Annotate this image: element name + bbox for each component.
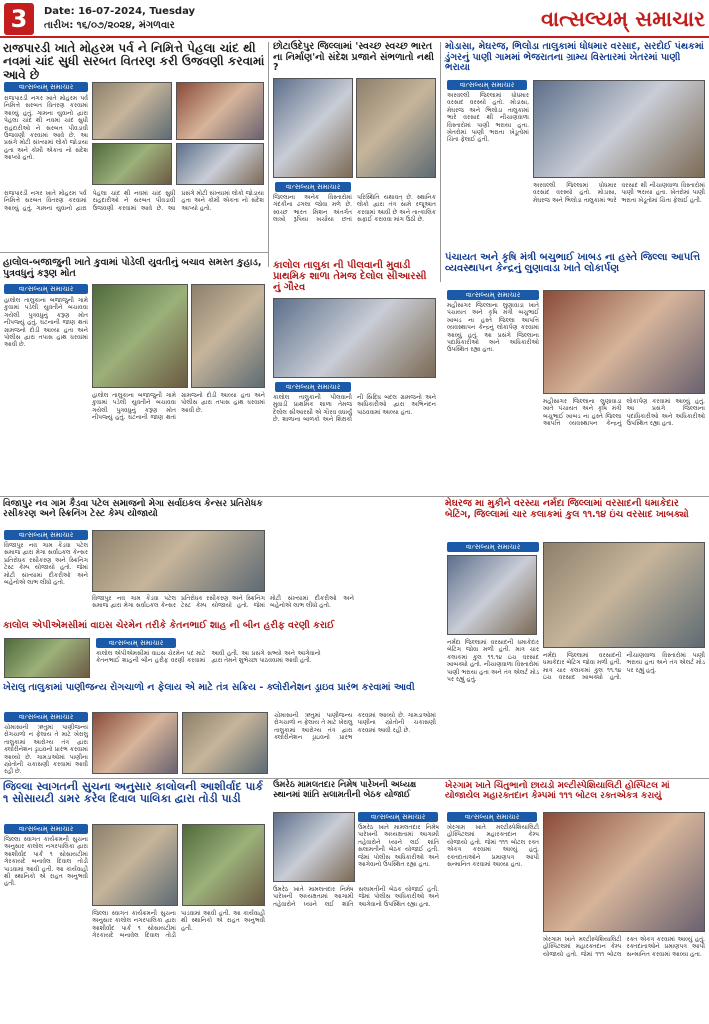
article-body-continued: ખેરગામ ખાતે મલ્ટીસ્પેશિયાલિટી હોસ્પિટલમાં મહારક્તદાન કેમ્પ યોજાયો હતો. જેમાં ૧૧૧ બોટલ રક્ત એકત્ર કરવામાં આવ્યું હતું. રક્તદાતાઓને પ્રમાણપત્ર આપી સન્માનિત કરવામાં આવ્યા હતા.	[543, 936, 705, 958]
article-rajpardi	[0, 40, 268, 252]
article-khergam	[443, 780, 707, 1020]
article-body: અરવલ્લી જિલ્લામાં ધોધમાર વરસાદ વરસ્યો હતો. મોડાસા, મેઘરજ અને ભિલોડા તાલુકામાં ભારે વરસાદ થી નીચાણવાળા વિસ્તારોમાં પાણી ભરાયા હતા. ખેતરોમાં પાણી ભરાતા ખેડૂતોમાં ચિંતા ફેલાઈ હતી.	[447, 92, 529, 144]
news-photo	[176, 143, 264, 185]
article-byline: વાત્સલ્યમ્ સમાચાર	[4, 530, 88, 540]
article-byline: વાત્સલ્યમ્ સમાચાર	[4, 712, 88, 722]
article-kheralu	[0, 682, 440, 776]
news-photo	[92, 530, 265, 592]
article-body-continued: ઉમરેઠ ખાતે મામલતદાર નિમેષ પારેખની અધ્યક્ષતામાં આગામી તહેવારોને ધ્યાને લઈ શાંતિ સલામતીની બેઠક યોજાઈ હતી. જેમાં પોલીસ અધિકારીઓ અને આગેવાનો ઉપસ્થિત રહ્યા હતા.	[273, 886, 439, 908]
article-byline: વાત્સલ્યમ્ સમાચાર	[447, 290, 539, 300]
article-headline: રાજપારડી ખાતે મોહરમ પર્વ ને નિમિત્તે પેહલા ચાંદ થી નવમાં ચાંદ સુધી સરબત વિતરણ કરી ઉજવણી કરવામાં આવે છે	[3, 41, 265, 82]
news-photo	[273, 78, 353, 178]
news-photo	[92, 824, 178, 906]
article-headline: ખેરાલુ તાલુકામાં પાણીજન્ય રોગચાળો ન ફેલાય એ માટે તંત્ર સક્રિય - ક્લોરીનેશન ડ્રાઇવ પ્રારંભ કરવામાં આવી	[3, 683, 437, 709]
article-lunawada	[443, 250, 707, 494]
news-photo	[92, 143, 172, 185]
news-photo	[182, 712, 268, 774]
article-body-continued: રાજપારડી નગર ખાતે મોહરમ પર્વ નિમિત્તે સરબત વિતરણ કરવામાં આવ્યું હતું. ગામના યુવાનો દ્વારા પેહલા ચાંદ થી નવમાં ચાંદ સુધી રાહદારીઓ ને સરબત પીવડાવી ઉજવણી કરવામાં આવે છે. આ પ્રસંગે મોટી સંખ્યામાં લોકો જોડાયા હતા અને કોમી એકતા નો સંદેશ આપ્યો હતો.	[4, 190, 264, 212]
article-headline: ખેરગામ ખાતે ચિંતુભાનો છાયડો મલ્ટીસ્પેશિયાલિટી હોસ્પિટલ માં યોજાયેલ મહારક્તદાન કેમ્પમાં ૧૧૧ બોટલ રક્તએકત્ર કરાયું	[445, 781, 705, 809]
news-photo	[273, 298, 436, 378]
row-rule	[0, 252, 268, 253]
article-vijapur	[0, 498, 354, 618]
column-rule	[268, 42, 269, 267]
news-photo	[92, 284, 188, 388]
article-body: ઉમરેઠ ખાતે મામલતદાર નિમેષ પારેખની અધ્યક્ષતામાં આગામી તહેવારોને ધ્યાને લઈ શાંતિ સલામતીની બેઠક યોજાઈ હતી. જેમાં પોલીસ અધિકારીઓ અને આગેવાનો ઉપસ્થિત રહ્યા હતા.	[358, 824, 439, 869]
article-byline: વાત્સલ્યમ્ સમાચાર	[275, 382, 351, 392]
article-body-continued: અરવલ્લી જિલ્લામાં ધોધમાર વરસાદ વરસ્યો હતો. મોડાસા, મેઘરજ અને ભિલોડા તાલુકામાં ભારે વરસાદ થી નીચાણવાળા વિસ્તારોમાં પાણી ભરાયા હતા. ખેતરોમાં પાણી ભરાતા ખેડૂતોમાં ચિંતા ફેલાઈ હતી.	[533, 182, 705, 204]
article-byline: વાત્સલ્યમ્ સમાચાર	[447, 542, 539, 552]
issue-date	[44, 5, 195, 33]
article-byline: વાત્સલ્યમ્ સમાચાર	[447, 80, 527, 90]
news-photo	[176, 82, 264, 140]
article-byline: વાત્સલ્યમ્ સમાચાર	[447, 812, 537, 822]
article-kalol-wall	[0, 780, 268, 1020]
article-body: ચોમાસાની ઋતુમાં પાણીજન્ય રોગચાળો ન ફેલાય તે માટે ખેરાલુ તાલુકામાં આરોગ્ય તંત્ર દ્વારા ક્લોરીનેશન ડ્રાઇવનો પ્રારંભ કરવામાં આવ્યો છે. ગામડાઓમાં પાણીના સ્ત્રોતોની ચકાસણી કરવામાં આવી રહી છે.	[4, 724, 88, 776]
news-photo	[543, 812, 705, 932]
article-body: જિલ્લાના અનેક વિસ્તારોમાં ગંદકીના ઢગલા જોવા મળે છે. સ્વચ્છ ભારત મિશન અંતર્ગત લાખો રૂપિયા ખર્ચાયા છતાં પરિસ્થિતિ યથાવત્ છે. સ્થાનિક લોકો દ્વારા તંત્ર સામે રજૂઆત કરવામાં આવી છે અને તાત્કાલિક સફાઈ કરાવવા માંગ ઉઠી છે.	[273, 194, 436, 224]
row-rule	[0, 778, 709, 779]
news-photo	[92, 82, 172, 140]
news-photo	[182, 824, 265, 906]
article-chhota-udepur	[271, 40, 438, 255]
article-body: જિલ્લા સ્વાગત કાર્યક્રમની સુચના અનુસાર કાલોલ નગરપાલિકા દ્વારા આશીર્વાદ પાર્ક ૧ સોસાયટીમાં ગેરકાયદે બનાવેલ દિવાલ તોડી પાડવામાં આવી હતી. આ કાર્યવાહી થી સ્થાનિકો એ રાહત અનુભવી હતી.	[4, 836, 88, 888]
article-headline: કાલોલ એપીએમસીમાં વાઇસ ચેરમેન તરીકે કેતનભાઈ શાહ ની બીન હરીફ વરણી કરાઈ	[3, 621, 437, 635]
article-halol	[0, 256, 268, 494]
news-photo	[533, 80, 705, 178]
article-body: ખેરગામ ખાતે મલ્ટીસ્પેશિયાલિટી હોસ્પિટલમાં મહારક્તદાન કેમ્પ યોજાયો હતો. જેમાં ૧૧૧ બોટલ રક્ત એકત્ર કરવામાં આવ્યું હતું. રક્તદાતાઓને પ્રમાણપત્ર આપી સન્માનિત કરવામાં આવ્યા હતા.	[447, 824, 539, 869]
article-byline: વાત્સલ્યમ્ સમાચાર	[275, 182, 351, 192]
issue-date-en: Date: 16-07-2024, Tuesday	[44, 6, 196, 17]
page-number: 3	[4, 3, 34, 35]
article-byline: વાત્સલ્યમ્ સમાચાર	[96, 638, 176, 648]
article-headline: વિજાપુર નવ ગામ કૈડવા પટેલ સમાજનો મેગા સર્વાઇકલ કેન્સર પ્રતિરોધક રસીકરણ અને સ્ક્રિનિંગ ટેસ્ટ કેમ્પ યોજાયો	[3, 499, 265, 527]
article-body: હાલોલ તાલુકાના બજાજુની ગામે કુવામાં પડેલી યુવતીને બચાવવા ગયેલી પુત્રવધુનું કરૂણ મોત નીપજ્યું હતું. ઘટનાની જાણ થતાં ગ્રામજનો દોડી આવ્યા હતા અને પોલીસ દ્વારા તપાસ હાથ ધરવામાં આવી છે.	[4, 297, 88, 349]
article-body-continued: મહીસાગર જિલ્લાના લુણાવાડા ખાતે પંચાયત અને કૃષિ મંત્રી બચુભાઈ ખાબડ ના હસ્તે જિલ્લા આપત્તિ વ્યવસ્થાપન કેન્દ્રનું લોકાર્પણ કરવામાં આવ્યું હતું. આ પ્રસંગે જિલ્લાના પદાધિકારીઓ અને અધિકારીઓ ઉપસ્થિત રહ્યા હતા.	[543, 398, 705, 428]
article-body: વિજાપુર નવ ગામ કૈડવા પટેલ સમાજ દ્વારા મેગા સર્વાઇકલ કેન્સર પ્રતિરોધક રસીકરણ અને સ્ક્રિનિંગ ટેસ્ટ કેમ્પ યોજાયો હતો. જેમાં મોટી સંખ્યામાં દીકરીઓ અને બહેનોએ લાભ લીધો હતો.	[4, 542, 88, 587]
article-headline: ઉમરેઠ મામલતદાર નિમેષ પારેખની અધ્યક્ષ સ્થાનમાં શાંતિ સલામતીની બેઠક યોજાઈ	[273, 781, 439, 809]
article-headline: મેઘરજ મા મુકીને વરસ્યા નર્મદા જિલ્લામાં વરસાદની ધમાકેદાર બેટિંગ, જિલ્લામાં ચાર કલાકમાં કુલ ૧૧.૧૪ ઇંચ વરસાદ ખાબક્યો	[445, 499, 705, 539]
article-kalol-school	[271, 258, 438, 494]
row-rule	[0, 496, 709, 497]
issue-date-gu: તારીખ: ૧૬/૦૭/૨૦૨૪, મંગળવાર	[44, 20, 175, 31]
news-photo	[543, 542, 705, 648]
article-byline: વાત્સલ્યમ્ સમાચાર	[358, 812, 438, 822]
news-photo	[356, 78, 436, 178]
news-photo	[447, 555, 537, 635]
news-photo	[543, 290, 705, 394]
article-headline: હાલોલ-બજાજુની ખાતે કુવામાં પોડેલી યુવતીનું બચાવ સમસ્ત કુહાડ, પુત્રવધુનું કરૂણ મોત	[3, 258, 265, 282]
article-headline: કાલોલ તાલુકા ની પીલવાની મુવાડી પ્રાથમિક શાળા તેમજ દેલોલ સીઆરસી નું ગૌરવ	[273, 260, 436, 296]
article-narmada-rain	[443, 498, 707, 776]
newspaper-brand: વાત્સલ્યમ્ સમાચાર	[515, 3, 705, 35]
article-byline: વાત્સલ્યમ્ સમાચાર	[4, 284, 88, 294]
article-headline: જિલ્લા સ્વાગતની સુચના અનુસાર કાલોલની આશીર્વાદ પાર્ક ૧ સોસાયટી ડામર કરેલ દિવાલ પાલિકા દ્વારા તોડી પાડી	[3, 781, 265, 821]
article-body: કાલોલ એપીએમસીમાં વાઇસ ચેરમેન પદ માટે કેતનભાઈ શાહની બીન હરીફ વરણી કરવામાં આવી હતી. આ પ્રસંગે સભ્યો અને આગેવાનો દ્વારા તેમને શુભેચ્છા પાઠવવામાં આવી હતી.	[96, 650, 321, 665]
article-headline: મોડાસા, મેઘરજ, ભિલોડા તાલુકામાં ધોધમાર વરસાદ, સરદોઈ પંથકમાં ડુંગરનું પાણી ગામમાં ભેજરાતના ગ્રામ્ય વિસ્તારમાં ખેતરમાં પાણી ભરાયા	[445, 42, 705, 76]
article-body-continued: ચોમાસાની ઋતુમાં પાણીજન્ય રોગચાળો ન ફેલાય તે માટે ખેરાલુ તાલુકામાં આરોગ્ય તંત્ર દ્વારા ક્લોરીનેશન ડ્રાઇવનો પ્રારંભ કરવામાં આવ્યો છે. ગામડાઓમાં પાણીના સ્ત્રોતોની ચકાસણી કરવામાં આવી રહી છે.	[274, 712, 436, 742]
article-body: કાલોલ તાલુકાની પીલવાની મુવાડી પ્રાથમિક શાળા તેમજ દેલોલ સીઆરસી એ ગૌરવ વધાર્યું છે. શાળાના બાળકો અને શિક્ષકો ની સિદ્ધિ બદલ ગ્રામજનો અને અધિકારીઓ દ્વારા અભિનંદન પાઠવવામાં આવ્યા હતા.	[273, 394, 436, 424]
column-rule	[440, 42, 441, 282]
article-kalol-apmc	[0, 620, 440, 680]
article-body: રાજપારડી નગર ખાતે મોહરમ પર્વ નિમિત્તે સરબત વિતરણ કરવામાં આવ્યું હતું. ગામના યુવાનો દ્વારા પેહલા ચાંદ થી નવમાં ચાંદ સુધી રાહદારીઓ ને સરબત પીવડાવી ઉજવણી કરવામાં આવે છે. આ પ્રસંગે મોટી સંખ્યામાં લોકો જોડાયા હતા અને કોમી એકતા નો સંદેશ આપ્યો હતો.	[4, 95, 88, 162]
article-body-continued: નર્મદા જિલ્લામાં વરસાદની ધમાકેદાર બેટિંગ જોવા મળી હતી. માત્ર ચાર કલાકમાં કુલ ૧૧.૧૪ ઇંચ વરસાદ ખાબક્યો હતો. નીચાણવાળા વિસ્તારોમાં પાણી ભરાયા હતા અને તંત્ર એલર્ટ મોડ પર રહ્યું હતું.	[543, 652, 705, 682]
article-body: નર્મદા જિલ્લામાં વરસાદની ધમાકેદાર બેટિંગ જોવા મળી હતી. માત્ર ચાર કલાકમાં કુલ ૧૧.૧૪ ઇંચ વરસાદ ખાબક્યો હતો. નીચાણવાળા વિસ્તારોમાં પાણી ભરાયા હતા અને તંત્ર એલર્ટ મોડ પર રહ્યું હતું.	[447, 639, 539, 684]
news-photo	[4, 638, 90, 678]
article-headline: છોટાઉદેપુર જિલ્લામાં 'સ્વચ્છ સ્વચ્છ ભારત ના નિર્માણ'નો સંદેશ પ્રજાને સંભળાતો નથી ?	[273, 42, 436, 76]
article-body-continued: જિલ્લા સ્વાગત કાર્યક્રમની સુચના અનુસાર કાલોલ નગરપાલિકા દ્વારા આશીર્વાદ પાર્ક ૧ સોસાયટીમાં ગેરકાયદે બનાવેલ દિવાલ તોડી પાડવામાં આવી હતી. આ કાર્યવાહી થી સ્થાનિકો એ રાહત અનુભવી હતી.	[92, 910, 265, 940]
article-modasa-rain	[443, 40, 707, 246]
article-body-continued: વિજાપુર નવ ગામ કૈડવા પટેલ સમાજ દ્વારા મેગા સર્વાઇકલ કેન્સર પ્રતિરોધક રસીકરણ અને સ્ક્રિનિંગ ટેસ્ટ કેમ્પ યોજાયો હતો. જેમાં મોટી સંખ્યામાં દીકરીઓ અને બહેનોએ લાભ લીધો હતો.	[92, 595, 354, 610]
news-photo	[273, 812, 355, 882]
news-photo	[191, 284, 265, 388]
article-byline: વાત્સલ્યમ્ સમાચાર	[4, 82, 88, 92]
article-umreth	[271, 780, 441, 1020]
article-byline: વાત્સલ્યમ્ સમાચાર	[4, 824, 88, 834]
article-body-continued: હાલોલ તાલુકાના બજાજુની ગામે કુવામાં પડેલી યુવતીને બચાવવા ગયેલી પુત્રવધુનું કરૂણ મોત નીપજ્યું હતું. ઘટનાની જાણ થતાં ગ્રામજનો દોડી આવ્યા હતા અને પોલીસ દ્વારા તપાસ હાથ ધરવામાં આવી છે.	[92, 392, 265, 422]
article-body: મહીસાગર જિલ્લાના લુણાવાડા ખાતે પંચાયત અને કૃષિ મંત્રી બચુભાઈ ખાબડ ના હસ્તે જિલ્લા આપત્તિ વ્યવસ્થાપન કેન્દ્રનું લોકાર્પણ કરવામાં આવ્યું હતું. આ પ્રસંગે જિલ્લાના પદાધિકારીઓ અને અધિકારીઓ ઉપસ્થિત રહ્યા હતા.	[447, 302, 539, 354]
news-photo	[92, 712, 178, 774]
article-headline: પંચાયત અને કૃષિ મંત્રી બચુભાઈ ખાબડ ના હસ્તે જિલ્લા આપત્તિ વ્યવસ્થાપન કેન્દ્રનું લુણાવાડા ખાતે લોકાર્પણ	[445, 252, 705, 286]
